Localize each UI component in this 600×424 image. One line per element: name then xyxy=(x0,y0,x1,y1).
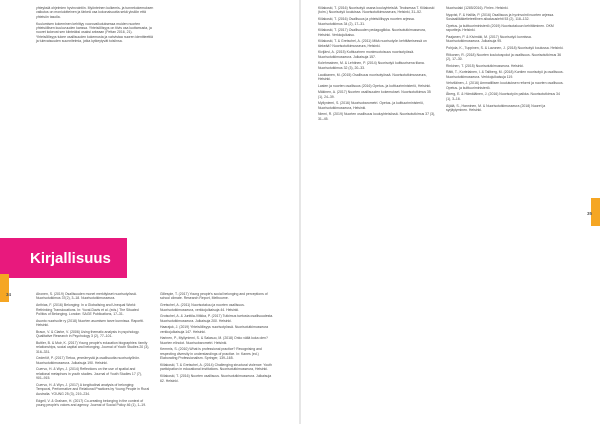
reference-item: Vehviläinen, J. (2016) Ammatillisen koulutuksen reformi ja nuorten osallisuus. Opetus- ja kulttuuriministeriö. xyxy=(446,81,564,90)
reference-item: Paajanen, P. & Kivimäki, M. (2017) Nuorisotyö kunnissa. Nuorisotutkimusseura. Julkaisuja 95. xyxy=(446,34,532,44)
reference-item: Äijälä, S., Hanninen, M. & Nuorisotutkimusseura (2018) Nuoret ja syrjäytyminen. Helsinki. xyxy=(446,103,546,113)
reference-item: Gretschel, A. (2011) Nuorisotakuu ja nuorten osallisuus. Nuorisotutkimusseura, verkkojulkaisuja 44. Helsinki. xyxy=(160,303,245,312)
reference-item: Anthias, F. (2016) Belonging: In a Globalising and Unequal World: Rethinking Translocations. In: Yuval-Davis et al. (eds.) The Situated Politics of Belonging. London: SAGE Publications, 17–31. xyxy=(36,303,139,316)
reference-item: Myllyniemi, S. (2016) Nuorisobarometri. Opetus- ja kulttuuriministeriö, Nuorisotutkimusseura, Helsinki. xyxy=(318,101,424,110)
reference-item: Rätti, T., Kortelainen, I. & Tallberg, M. (2018) Kuntien nuorisotyö ja osallisuus. Nuorisotutkimusseura. Verkkojulkaisuja 119. xyxy=(446,70,564,79)
heading-band-bleed xyxy=(0,238,28,278)
reference-item: Mäkinen, A. (2017) Nuorten osallisuuden kokemukset. Nuorisotutkimus 35 (1), 24–39. xyxy=(318,90,431,99)
reference-item: Kiilakoski, T. (2017) Osallisuuden pedagogiikka. Nuorisotutkimusseura, Helsinki. Verkkojulkaisu. xyxy=(318,28,426,37)
reference-item: Laukkanen, M. (2015) Osallisuus nuorisotyössä. Nuorisotutkimusseura, Helsinki. xyxy=(318,72,427,82)
intro-paragraph: yhteyksiä ohjelmien hyvinvointiin. Myönteinen kulkemis- ja tunnekokemuksen vaikutus on moniulotteinen ja tärkeä osa kokonaisuutta sekä yksilön että yhteisön tasolla. xyxy=(36,6,154,19)
references-column-2 xyxy=(160,292,274,385)
reference-item: Riikonen, R. (2018) Nuorten koulutuspolut ja osallisuus. Nuorisotutkimus 36 (2), 17–30. xyxy=(446,52,562,62)
references-column-4 xyxy=(446,6,564,115)
right-page xyxy=(300,0,600,424)
reference-item: Kiilakoski, T. & Gretschel, A. (2014) Challenging structural violence: Youth participation in educational institutions. Nuorisotutkimusseura, Helsinki. xyxy=(160,363,272,372)
intro-paragraph: Kuulumisen kokeminen kehittyy vuorovaikutuksessa muiden nuorten yhteisöllisen kuuluvuuden kanssa. Yhteisöllisyys on tiivis osa luottamusta, ja nuoret kokevat sen kiinteäksi osaksi arkeaan (Fettan 2016, 21). Yhteisöllisyys tukee osallisuuden kokemusta ja vahvistaa nuoren identiteettiä ja tulevaisuuden suunnitelmia, jotka kytkeytyvät toisiinsa. xyxy=(36,21,153,44)
reference-item: Buttler, B. & Muir, K. (2017) Young people's education biographies: family relationships, social capital and belonging. Journal of Youth Studies 20 (3), 316–331. xyxy=(36,340,150,354)
reference-item: Kolehmainen, M. & Lehtinen, P. (2014) Nuorisotyö kulttuurisena tilana. Nuorisotutkimus 32 (3), 20–33. xyxy=(318,61,425,70)
section-heading: Kirjallisuus xyxy=(30,250,111,267)
reference-item: Lasten ja nuorten osallisuus (2016) Opetus- ja kulttuuriministeriö, Helsinki. xyxy=(318,83,431,88)
reference-item: Haarajuk, J. (2019) Yhteisöllisyys nuorisotyössä. Nuorisotutkimusseura verkkojulkaisuja 147. Helsinki. xyxy=(160,325,269,334)
page-number: 35 xyxy=(586,211,592,216)
reference-item: Kiilakoski, T. (2016) Osallisuus ja yhteisöllisyys nuorten arjessa. Nuorisotutkimus 34 (2), 17–31. xyxy=(318,17,415,26)
reference-item: Gillespie, T. (2017) Young people's social belonging and perceptions of school climate. Research Report, Melbourne. xyxy=(160,292,268,301)
reference-item: Nyqvist, F. & Hallila, P. (2016) Osallisuus ja hyvinvointi nuorten arjessa. Sosiaalilääketieteellinen aikakauslehti 53 (2), 118–132. xyxy=(446,12,555,22)
reference-item: Niemi, R. (2019) Nuorten osallisuus kouluyhteisössä. Nuorisotutkimus 37 (3), 31–45. xyxy=(318,112,436,121)
reference-item: Nuorisolaki (1285/2016). Finlex. Helsinki. xyxy=(446,6,509,10)
reference-item: Rinkinen, T. (2015) Nuorisotutkimusseura. Helsinki. xyxy=(446,63,524,68)
reference-item: Cederlöf, P. (2017) Tietoa, ymmärrystä ja osallisuutta nuorisotyöhön. Nuorisotutkimusseura. Julkaisuja 190. Helsinki. xyxy=(36,356,141,365)
reference-item: Kiilakoski, T. & Gretschel, A. (2011) Mikä nuorisotyön kehittämisessä on tärkeää? Nuorisotutkimusseura, Helsinki. xyxy=(318,39,427,48)
reference-item: Ahonen, S. (2019) Osallisuuden monet merkitykset nuorisotyössä. Nuorisotutkimus 37(2), 3–18. Nuorisotutkimusseura. xyxy=(36,292,137,301)
intro-text xyxy=(36,6,154,46)
reference-item: Cuervo, H. & Wyn, J. (2014) Reflections on the use of spatial and relational metaphors in youth studies. Journal of Youth Studies 17 (7), 901–915. xyxy=(36,367,142,381)
reference-item: Opetus- ja kulttuuriministeriö (2019) Nuorisotakuun kehittäminen. OKM raportteja. Helsinki. xyxy=(446,23,554,33)
references-column-1 xyxy=(36,292,150,410)
reference-item: Cuervo, H. & Wyn, J. (2017) A longitudinal analysis of belonging: Temporal, Performative and Relational Practices by Young People in Rural Australia. YOUNG 25 (3), 219–234. xyxy=(36,383,150,396)
page-number: 34 xyxy=(6,292,12,297)
page-tab xyxy=(591,198,600,226)
reference-item: Harinen, P., Myllyniemi, S. & Salasuo, M. (2018) Onko väliä kuka olen? Nuorten elinolot. Nuorisobarometri. Helsinki. xyxy=(160,336,268,345)
references-column-3 xyxy=(318,6,436,124)
reference-item: Pohjola, K., Tuppinen, S. & Lavonen, J. (2018) Nuorisotyö koulussa. Helsinki. xyxy=(446,45,564,50)
reference-item: Grotschel, A. & Junttila-Vitikka, P. (2017) Tutkimus tuetusta osallisuudesta. Nuorisotutkimusseura. Julkaisuja 200. Helsinki. xyxy=(160,314,274,323)
reference-item: Kiilakoski, T. (2016) Nuorisotyö osana kouluyhteisöä. Teoksessa T. Kiilakoski (toim.) Nuorisotyö kouluissa. Nuorisotutkimusseura, Helsinki, 31–52. xyxy=(318,6,435,15)
reference-item: Kiilakoski, T. (2016) Nuorten osallisuus. Nuorisotutkimusseura. Julkaisuja 62. Helsinki. xyxy=(160,374,272,383)
reference-item: Kivijärvi, A. (2015) Kulttuurinen monimuotoisuus nuorisotyössä. Nuorisotutkimusseura. Julkaisuja 157. xyxy=(318,50,415,59)
reference-item: Kemmis, S. (2010) What is professional practice? Recognising and respecting diversity in understandings of practice. In: Kanes (ed.) Elaborating Professionalism. Springer, 139–165. xyxy=(160,347,262,361)
reference-item: Asunto nuorisolle ry (2018) Nuorten asumisen tarve kunnissa. Raportti. Helsinki. xyxy=(36,318,144,328)
reference-item: Åberg, E. & Hämäläinen, J. (2016) Nuorisotyön paikka. Nuorisotutkimus 34 (1), 3–16. xyxy=(446,92,560,101)
reference-item: Edgell, V. & Graham, H. (2017) Co-creating belonging in the context of young people's voices and agency. Journal of Social Policy 46 (1), 1–19. xyxy=(36,398,147,408)
page-tab xyxy=(0,274,12,302)
reference-item: Braun, V. & Clarke, V. (2006) Using thematic analysis in psychology. Qualitative Research in Psychology 3 (2), 77–101. xyxy=(36,329,140,339)
